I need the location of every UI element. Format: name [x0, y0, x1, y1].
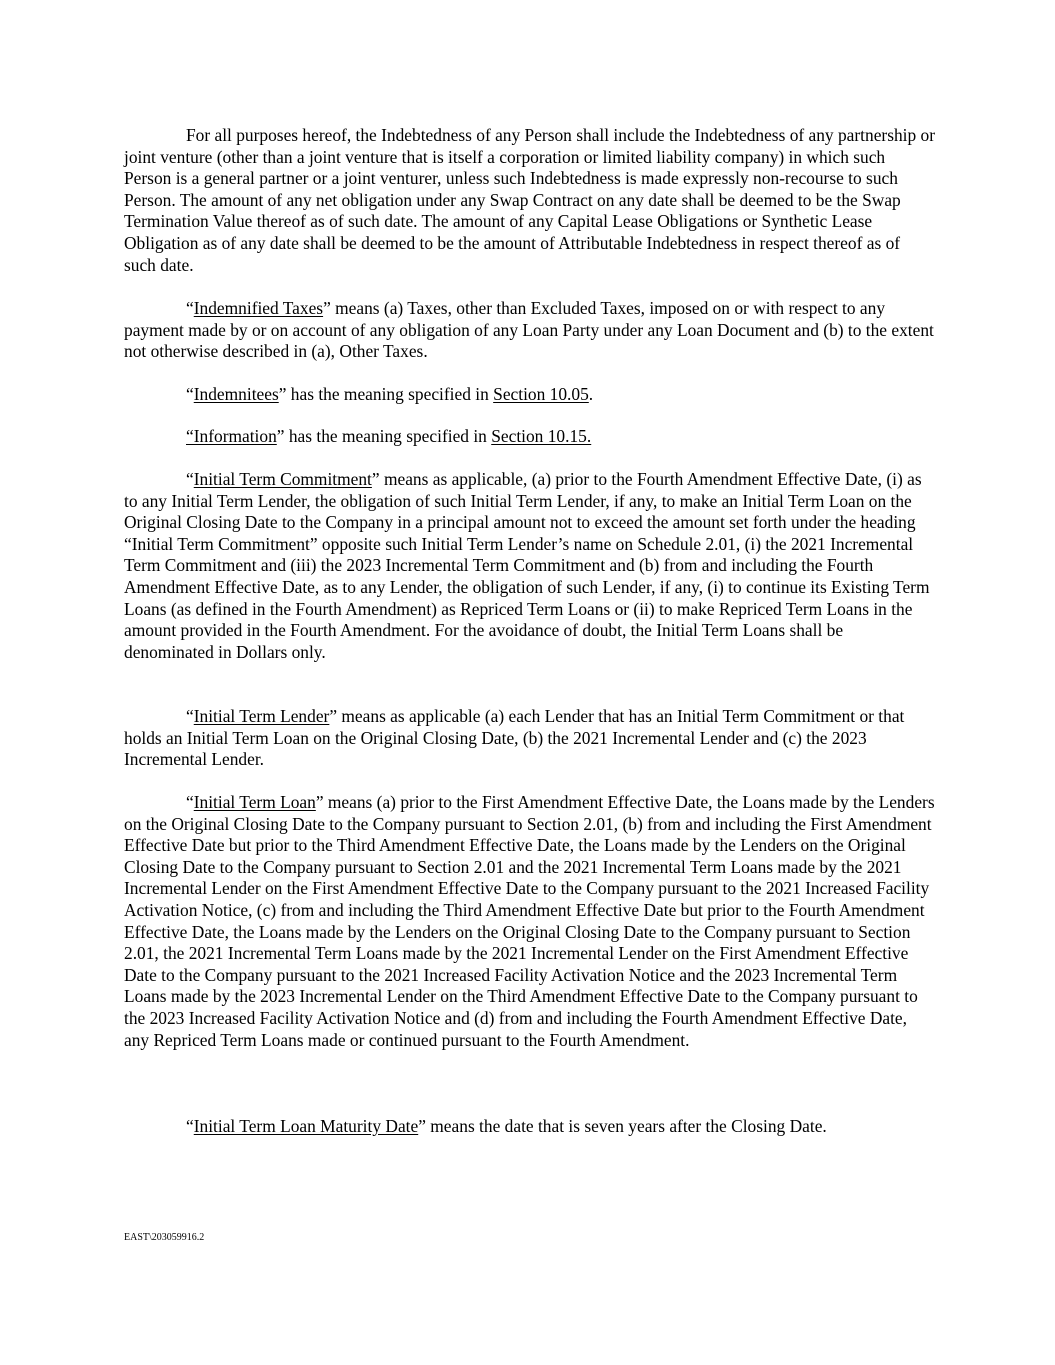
open-quote: “ [186, 469, 194, 489]
definition-initial-term-commitment [124, 469, 936, 663]
definition-text: ” means the date that is seven years after the Closing Date. [418, 1116, 827, 1136]
definition-text: ” has the meaning specified in [278, 384, 494, 404]
defined-term: Indemnitees [193, 384, 279, 404]
paragraph-indebtedness-purposes [124, 125, 936, 276]
defined-term: Initial Term Loan [193, 792, 316, 812]
definition-initial-term-lender [124, 706, 936, 771]
open-quote: “ [186, 298, 194, 318]
document-footer-id: EAST\203059916.2 [124, 1232, 205, 1243]
defined-term: “Information [186, 426, 277, 446]
open-quote: “ [186, 706, 194, 726]
definition-text: ” means as applicable (a) each Lender that has an Initial Term Commitment or that holds an Initial Term Loan on the Original Closing Date, (b) the 2021 Incremental Lender and (c) the 2023 Incremental Lender. [124, 706, 905, 770]
definition-information [124, 426, 936, 448]
section-reference: Section 10.05 [493, 384, 589, 404]
paragraph-text: For all purposes hereof, the Indebtedness of any Person shall include the Indebtedness of any partnership or joint venture (other than a joint venture that is itself a corporation or limited liability company) in which such Person is a general partner or a joint venturer, unless such Indebtedness is made expressly non-recourse to such Person. The amount of any net obligation under any Swap Contract on any date shall be deemed to be the Swap Termination Value thereof as of such date. The amount of any Capital Lease Obligations or Synthetic Lease Obligation as of any date shall be deemed to be the amount of Attributable Indebtedness in respect thereof as of such date. [124, 125, 936, 275]
defined-term: Initial Term Commitment [193, 469, 372, 489]
defined-term: Initial Term Lender [193, 706, 330, 726]
open-quote: “ [186, 792, 194, 812]
section-reference: Section 10.15. [491, 426, 592, 446]
defined-term: Initial Term Loan Maturity Date [193, 1116, 419, 1136]
defined-term: Indemnified Taxes [193, 298, 324, 318]
definition-indemnified-taxes [124, 298, 936, 363]
definition-initial-term-loan [124, 792, 936, 1051]
open-quote: “ [186, 1116, 194, 1136]
definition-text: ” has the meaning specified in [276, 426, 492, 446]
period: . [588, 384, 594, 404]
definition-text: ” means (a) prior to the First Amendment Effective Date, the Loans made by the Lenders on the Original Closing Date to the Company pursuant to Section 2.01, (b) from and including the First Amendment Effective Date but prior to the Third Amendment Effective Date, the Loans made by the Lenders on the Original Closing Date to the Company pursuant to Section 2.01 and the 2021 Incremental Term Loans made by the 2021 Incremental Lender on the First Amendment Effective Date to the Company pursuant to the 2021 Increased Facility Activation Notice, (c) from and including the Third Amendment Effective Date but prior to the Fourth Amendment Effective Date, the Loans made by the Lenders on the Original Closing Date to the Company pursuant to Section 2.01, the 2021 Incremental Term Loans made by the 2021 Incremental Lender on the First Amendment Effective Date to the Company pursuant to the 2021 Increased Facility Activation Notice and the 2023 Incremental Term Loans made by the 2023 Incremental Lender on the Third Amendment Effective Date to the Company pursuant to the 2023 Increased Facility Activation Notice and (d) from and including the Fourth Amendment Effective Date, any Repriced Term Loans made or continued pursuant to the Fourth Amendment. [124, 792, 935, 1050]
definition-text: ” means (a) Taxes, other than Excluded Taxes, imposed on or with respect to any payment made by or on account of any obligation of any Loan Party under any Loan Document and (b) to the extent not otherwise described in (a), Other Taxes. [124, 298, 934, 362]
definition-initial-term-loan-maturity-date [124, 1116, 936, 1138]
open-quote: “ [186, 384, 194, 404]
definition-text: ” means as applicable, (a) prior to the Fourth Amendment Effective Date, (i) as to any Initial Term Lender, the obligation of such Initial Term Lender, if any, to make an Initial Term Loan on the Original Closing Date to the Company in a principal amount not to exceed the amount set forth under the heading “Initial Term Commitment” opposite such Initial Term Lender’s name on Schedule 2.01, (i) the 2021 Incremental Term Commitment and (iii) the 2023 Incremental Term Commitment and (b) from and including the Fourth Amendment Effective Date, as to any Lender, the obligation of such Lender, if any, (i) to continue its Existing Term Loans (as defined in the Fourth Amendment) as Repriced Term Loans or (ii) to make Repriced Term Loans in the amount provided in the Fourth Amendment. For the avoidance of doubt, the Initial Term Loans shall be denominated in Dollars only. [124, 469, 930, 662]
definition-indemnitees [124, 384, 936, 406]
